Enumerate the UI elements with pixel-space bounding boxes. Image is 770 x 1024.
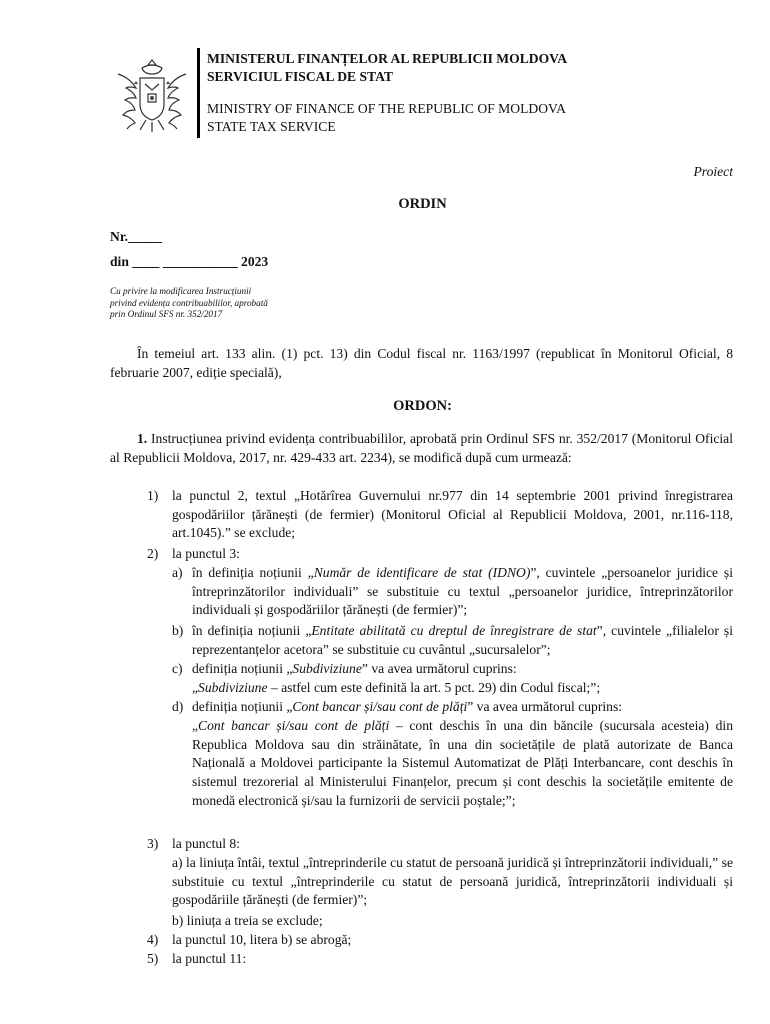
article-number: 1.: [137, 431, 148, 446]
subitem-a-text: [192, 564, 733, 620]
service-name-en: STATE TAX SERVICE: [207, 119, 336, 134]
text-span: ”, cuvintele „filialelor și reprezentanțelor acetora” se substituie cu cuvântul „sucursalelor”;: [192, 623, 733, 657]
defined-term: Număr de identificare de stat (IDNO): [313, 565, 531, 580]
article-text: Instrucțiunea privind evidența contribuabililor, aprobată prin Ordinul SFS nr. 352/2017 (Monitorul Oficial al Republicii Moldova, 2017, nr. 429-433 art. 2234), se modifică după cum urmează:: [110, 431, 733, 465]
item-3-text: la punctul 8:: [172, 836, 240, 851]
text-span: – cont deschis în una din băncile (sucursala acesteia) din Republica Moldova sau din străinătate, în una din societățile de plată autorizate de Banca Națională a Moldovei participante la Sistemul Automatizat de Plăți Interbancare, cont deschis în sistemul trezorerial al Ministerului Finanțelor, precum și cont deschis la societățile emitente de monedă electronică și/sau la furnizorii de servicii poștale;”;: [192, 718, 733, 808]
text-span: definiția noțiunii „: [192, 699, 293, 714]
text-span: – astfel cum este definită la art. 5 pct. 29) din Codul fiscal;”;: [267, 680, 601, 695]
ordon-heading: ORDON:: [393, 398, 452, 414]
text-span: definiția noțiunii „: [192, 661, 293, 676]
subitem-letter: c): [172, 661, 183, 676]
subitem-d-text: [192, 698, 622, 717]
order-date: din ____ ___________ 2023: [110, 254, 269, 269]
header-en: [207, 100, 566, 136]
text-span: ”, cuvintele „persoanelor juridice și întreprinzătorilor individuali” se substituie cu textul „persoanelor juridice, întreprinzătorilor individuali și gospodăriilor țărănești (de fermier)”;: [192, 565, 733, 618]
subitem-d-quote: [192, 717, 733, 811]
subject-line: privind evidența contribuabililor, aprobată: [110, 297, 268, 308]
draft-label: Proiect: [693, 164, 733, 179]
defined-term: Cont bancar și/sau cont de plăți: [198, 718, 390, 733]
text-span: „: [192, 680, 199, 695]
text-span: ” va avea următorul cuprins:: [467, 699, 623, 714]
item-number: 2): [147, 546, 159, 561]
subitem-letter: a): [172, 565, 183, 580]
text-span: ” va avea următorul cuprins:: [361, 661, 517, 676]
defined-term: Subdiviziune: [292, 661, 362, 676]
item-number: 3): [147, 836, 159, 851]
subitem-letter: d): [172, 699, 184, 714]
item-1-text: la punctul 2, textul „Hotărîrea Guvernului nr.977 din 14 septembrie 2001 privind înregistrarea gospodăriilor țărănești (de fermier) (Monitorul Oficial al Republicii Moldova, 2001, nr.116-118, art.1045).” se exclude;: [172, 488, 733, 541]
subitem-c-text: [192, 660, 517, 679]
item-number: 4): [147, 932, 159, 947]
subject-line: Cu privire la modificarea Instrucțiunii: [110, 286, 252, 296]
text-span: în definiția noțiunii „: [192, 565, 314, 580]
service-name-ro: SERVICIUL FISCAL DE STAT: [207, 69, 393, 84]
order-number: Nr._____: [110, 229, 162, 244]
subitem-letter: b): [172, 623, 184, 638]
item-3b-text: b) liniuța a treia se exclude;: [172, 913, 323, 928]
item-2-text: la punctul 3:: [172, 546, 240, 561]
order-subject: [110, 286, 268, 321]
item-number: 1): [147, 488, 159, 503]
text-span: în definiția noțiunii „: [192, 623, 312, 638]
text-span: „: [192, 718, 199, 733]
item-5-text: la punctul 11:: [172, 951, 247, 966]
item-number: 5): [147, 951, 159, 966]
defined-term: Entitate abilitată cu dreptul de înregistrare de stat: [311, 623, 597, 638]
article-1-paragraph: [110, 430, 733, 467]
defined-term: Subdiviziune: [198, 680, 268, 695]
subitem-c-quote: [192, 679, 600, 698]
ministry-name-ro: MINISTERUL FINANȚELOR AL REPUBLICII MOLDOVA: [207, 51, 568, 66]
coat-of-arms-emblem: [112, 54, 192, 138]
defined-term: Cont bancar și/sau cont de plăți: [292, 699, 468, 714]
item-3a-text: a) la liniuța întâi, textul „întreprinderile cu statut de persoană juridică și întreprinzătorii individuali,” se substituie cu textul „întreprinderile cu statut de persoană juridică, întreprinzătorii individuali și gospodăriile țărănești (de fermier)”;: [172, 855, 733, 908]
subject-line: prin Ordinul SFS nr. 352/2017: [110, 309, 223, 319]
item-4-text: la punctul 10, litera b) se abrogă;: [172, 932, 352, 947]
header-divider: [197, 48, 200, 138]
subitem-b-text: [192, 622, 733, 659]
legal-basis-paragraph: În temeiul art. 133 alin. (1) pct. 13) din Codul fiscal nr. 1163/1997 (republicat în Monitorul Oficial, 8 februarie 2007, ediție specială),: [110, 346, 733, 380]
header-ro: [207, 50, 567, 86]
document-title: ORDIN: [398, 196, 447, 212]
ministry-name-en: MINISTRY OF FINANCE OF THE REPUBLIC OF MOLDOVA: [207, 101, 566, 116]
